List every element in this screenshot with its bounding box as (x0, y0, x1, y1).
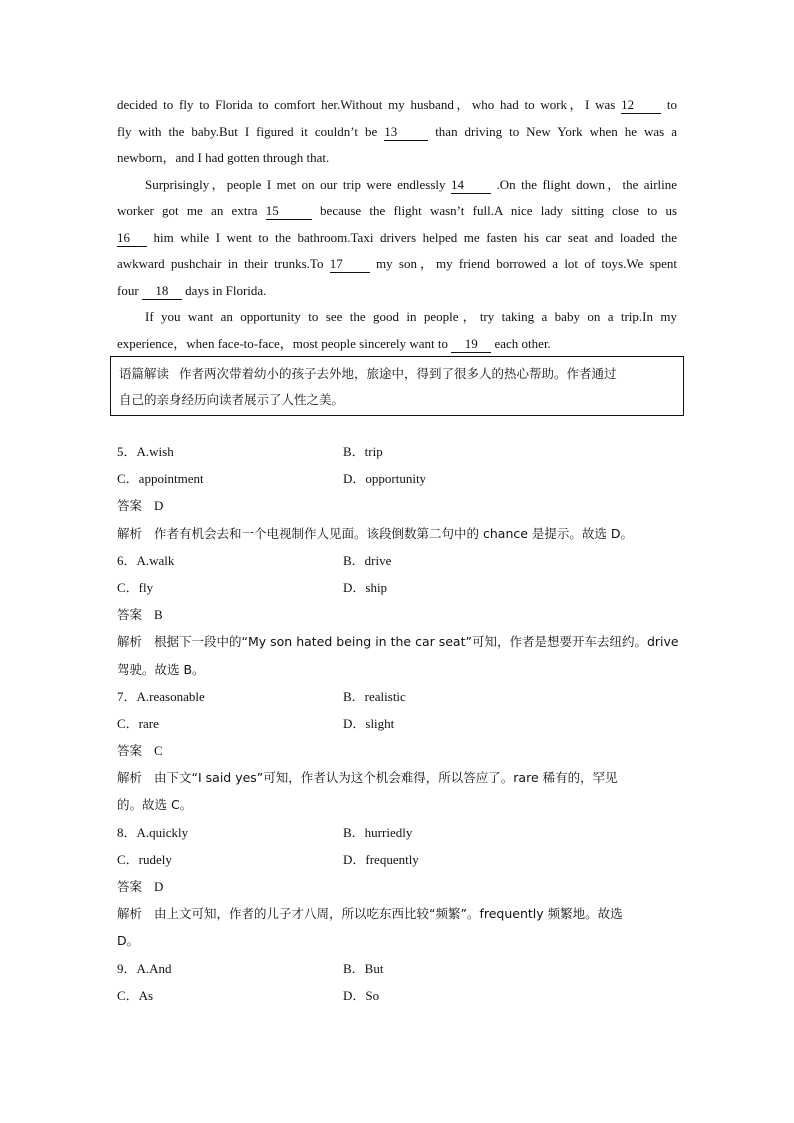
option-row (117, 683, 679, 710)
explanation-row (117, 628, 679, 655)
option-c: C．rare (117, 715, 159, 731)
questions (117, 438, 679, 1009)
option-row (117, 465, 679, 492)
explanation-label: 解析 (117, 634, 143, 650)
passage-line (117, 92, 677, 119)
option-c: C．appointment (117, 471, 204, 487)
answer-row (117, 601, 679, 628)
explanation-continuation: 的。故选 C。 (117, 797, 193, 813)
option-row (117, 438, 679, 465)
text: because the flight wasn’t full.A nice lady sitting close to us (320, 203, 678, 218)
option-d: D．So (343, 987, 380, 1003)
option-d: D．frequently (343, 851, 419, 867)
answer-label: 答案 (117, 743, 143, 759)
answer-label: 答案 (117, 498, 143, 514)
answer-value: B (154, 607, 163, 623)
option-a: 5．A.wish (117, 444, 174, 459)
option-b: B．realistic (343, 688, 406, 704)
blank-12: 12 (621, 97, 661, 114)
passage-line (117, 119, 677, 146)
passage-line (117, 145, 677, 172)
option-b: B．But (343, 960, 384, 976)
answer-row (117, 737, 679, 764)
option-row (117, 955, 679, 982)
blank-19: 19 (451, 336, 491, 353)
text: newborn，and I had gotten through that. (117, 150, 330, 165)
text: fly with the baby.But I figured it couldn’t be (117, 123, 378, 139)
option-d: D．ship (343, 579, 388, 595)
explanation-text: 根据下一段中的“My son hated being in the car seat”可知，作者是想要开车去纽约。drive (154, 634, 679, 650)
text: Surprisingly，people I met on our trip were endlessly (145, 176, 446, 192)
explanation-row (117, 764, 679, 791)
explanation-label: 解析 (117, 525, 143, 541)
option-c: C．As (117, 987, 154, 1003)
option-a: 9．A.And (117, 960, 172, 976)
explanation-continuation: 驾驶。故选 B。 (117, 661, 205, 677)
explanation-row (117, 900, 679, 927)
text: each other. (494, 335, 551, 351)
text: days in Florida. (185, 282, 267, 298)
blank-14: 14 (451, 177, 491, 194)
answer-label: 答案 (117, 879, 143, 894)
summary-text: 自己的亲身经历向读者展示了人性之美。 (119, 392, 345, 407)
answer-value: C (154, 743, 163, 759)
option-a: 7．A.reasonable (117, 688, 205, 704)
answer-row (117, 873, 679, 900)
option-a: 8．A.quickly (117, 824, 189, 840)
summary-line (119, 387, 675, 413)
option-d: D．opportunity (343, 471, 427, 487)
passage-line (117, 198, 677, 225)
explanation-continuation: D。 (117, 933, 140, 949)
explanation-text: 由下文“I said yes”可知，作者认为这个机会难得，所以答应了。rare 稀有的，罕见 (154, 770, 618, 786)
text: .On the flight down，the airline (496, 176, 678, 192)
explanation-row (117, 520, 679, 547)
summary-line (119, 361, 675, 387)
blank-13: 13 (384, 124, 428, 141)
explanation-text: 作者有机会去和一个电视制作人见面。该段倒数第二句中的 chance 是提示。故选 D。 (154, 525, 634, 541)
explanation-label: 解析 (117, 906, 143, 922)
text: experience，when face-to-face，most people sincerely want to (117, 335, 448, 351)
option-b: B．hurriedly (343, 824, 413, 840)
option-row (117, 846, 679, 873)
explanation-label: 解析 (117, 770, 143, 786)
text: than driving to New York when he was a (435, 123, 677, 139)
option-c: C．rudely (117, 851, 172, 867)
blank-15: 15 (266, 203, 312, 220)
passage-line (117, 251, 677, 278)
blank-17: 17 (330, 256, 370, 273)
answer-value: D (154, 498, 164, 514)
option-row (117, 819, 679, 846)
option-a: 6．A.walk (117, 552, 175, 568)
text: awkward pushchair in their trunks.To (117, 256, 324, 271)
passage-line (117, 278, 677, 305)
passage-summary-box (110, 356, 684, 416)
passage (117, 92, 677, 357)
text: decided to fly to Florida to comfort her.Without my husband，who had to work，I was (117, 97, 616, 112)
text: worker got me an extra (117, 203, 258, 218)
explanation-text: 由上文可知，作者的儿子才八周，所以吃东西比较“频繁”。frequently 频繁地。故选 (154, 906, 623, 922)
text: four (117, 282, 139, 298)
option-d: D．slight (343, 715, 395, 731)
option-b: B．drive (343, 552, 392, 568)
summary-tag: 语篇解读 (119, 366, 170, 381)
option-row (117, 710, 679, 737)
passage-line (117, 225, 677, 252)
text: to (666, 97, 678, 112)
passage-line (117, 172, 677, 199)
answer-value: D (154, 879, 164, 894)
option-b: B．trip (343, 444, 383, 459)
option-row (117, 547, 679, 574)
blank-16: 16 (117, 230, 147, 247)
option-c: C．fly (117, 579, 154, 595)
text: my son，my friend borrowed a lot of toys.We spent (376, 256, 678, 271)
option-row (117, 982, 679, 1009)
text: If you want an opportunity to see the good in people，try taking a baby on a trip.In my (145, 309, 677, 324)
passage-line (117, 304, 677, 331)
blank-18: 18 (142, 283, 182, 300)
answer-label: 答案 (117, 607, 143, 623)
passage-line (117, 331, 677, 358)
answer-row (117, 492, 679, 519)
summary-text: 作者两次带着幼小的孩子去外地，旅途中，得到了很多人的热心帮助。作者通过 (179, 366, 617, 381)
option-row (117, 574, 679, 601)
text: him while I went to the bathroom.Taxi drivers helped me fasten his car seat and loaded the (153, 229, 678, 245)
